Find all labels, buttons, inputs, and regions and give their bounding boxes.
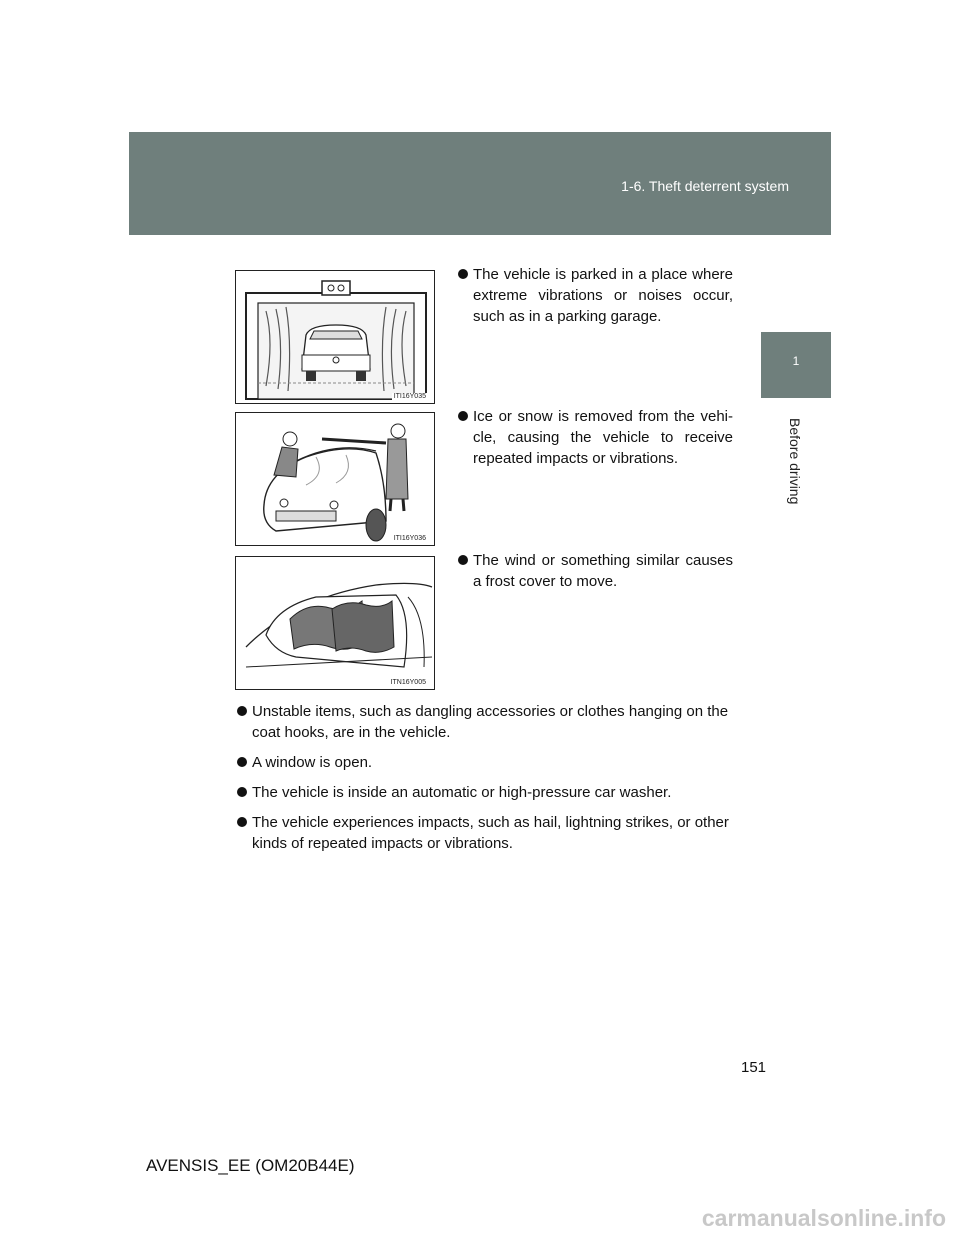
figure-frost-cover bbox=[235, 556, 435, 690]
section-title: 1-6. Theft deterrent system bbox=[621, 178, 789, 194]
list-item-text: The vehicle experiences impacts, such as hail, lightning strikes, or other kinds of repeated impacts or vibrations. bbox=[252, 814, 729, 852]
figure-caption: The vehicle is parked in a place where extreme vibrations or noises occur, such as in a parking garage. bbox=[473, 266, 733, 325]
chapter-number: 1 bbox=[792, 354, 800, 368]
figure-snow-removal bbox=[235, 412, 435, 546]
bullet-icon bbox=[458, 555, 468, 565]
list-item bbox=[237, 782, 737, 803]
bullet-icon bbox=[458, 411, 468, 421]
watermark[interactable]: carmanualsonline.info bbox=[701, 1205, 946, 1231]
list-item bbox=[237, 701, 737, 743]
list-item bbox=[458, 550, 733, 592]
list-item bbox=[458, 406, 733, 469]
figure-1-caption-block bbox=[458, 264, 733, 327]
parking-garage-illustration bbox=[236, 271, 435, 404]
bullet-icon bbox=[237, 706, 247, 716]
figure-caption: Ice or snow is removed from the vehi-cle, causing the vehicle to receive repeated impacts or vibrations. bbox=[473, 408, 733, 467]
bullet-icon bbox=[237, 817, 247, 827]
figure-code: ITN16Y005 bbox=[390, 679, 426, 686]
bullet-icon bbox=[237, 757, 247, 767]
bullet-icon bbox=[237, 787, 247, 797]
chapter-tab bbox=[761, 332, 831, 398]
snow-removal-illustration bbox=[236, 413, 435, 546]
list-item bbox=[237, 752, 737, 773]
list-item-text: The vehicle is inside an automatic or high-pressure car washer. bbox=[252, 784, 672, 801]
figure-code: ITI16Y035 bbox=[393, 393, 426, 400]
footer-model: AVENSIS_EE (OM20B44E) bbox=[146, 1156, 355, 1175]
figure-parking-garage bbox=[235, 270, 435, 404]
chapter-label: Before driving bbox=[787, 418, 803, 505]
list-item bbox=[458, 264, 733, 327]
header-band bbox=[129, 132, 831, 235]
chapter-label-wrapper bbox=[786, 418, 804, 538]
frost-cover-illustration bbox=[236, 557, 435, 690]
page-number: 151 bbox=[741, 1059, 767, 1076]
figure-caption: The wind or something similar causes a frost cover to move. bbox=[473, 552, 733, 590]
figure-2-caption-block bbox=[458, 406, 733, 469]
figure-3-caption-block bbox=[458, 550, 733, 592]
list-item-text: Unstable items, such as dangling accessories or clothes hanging on the coat hooks, are in the vehicle. bbox=[252, 703, 729, 741]
condition-list bbox=[237, 701, 737, 863]
figure-code: ITI16Y036 bbox=[393, 535, 426, 542]
list-item-text: A window is open. bbox=[252, 754, 373, 771]
list-item bbox=[237, 812, 737, 854]
bullet-icon bbox=[458, 269, 468, 279]
